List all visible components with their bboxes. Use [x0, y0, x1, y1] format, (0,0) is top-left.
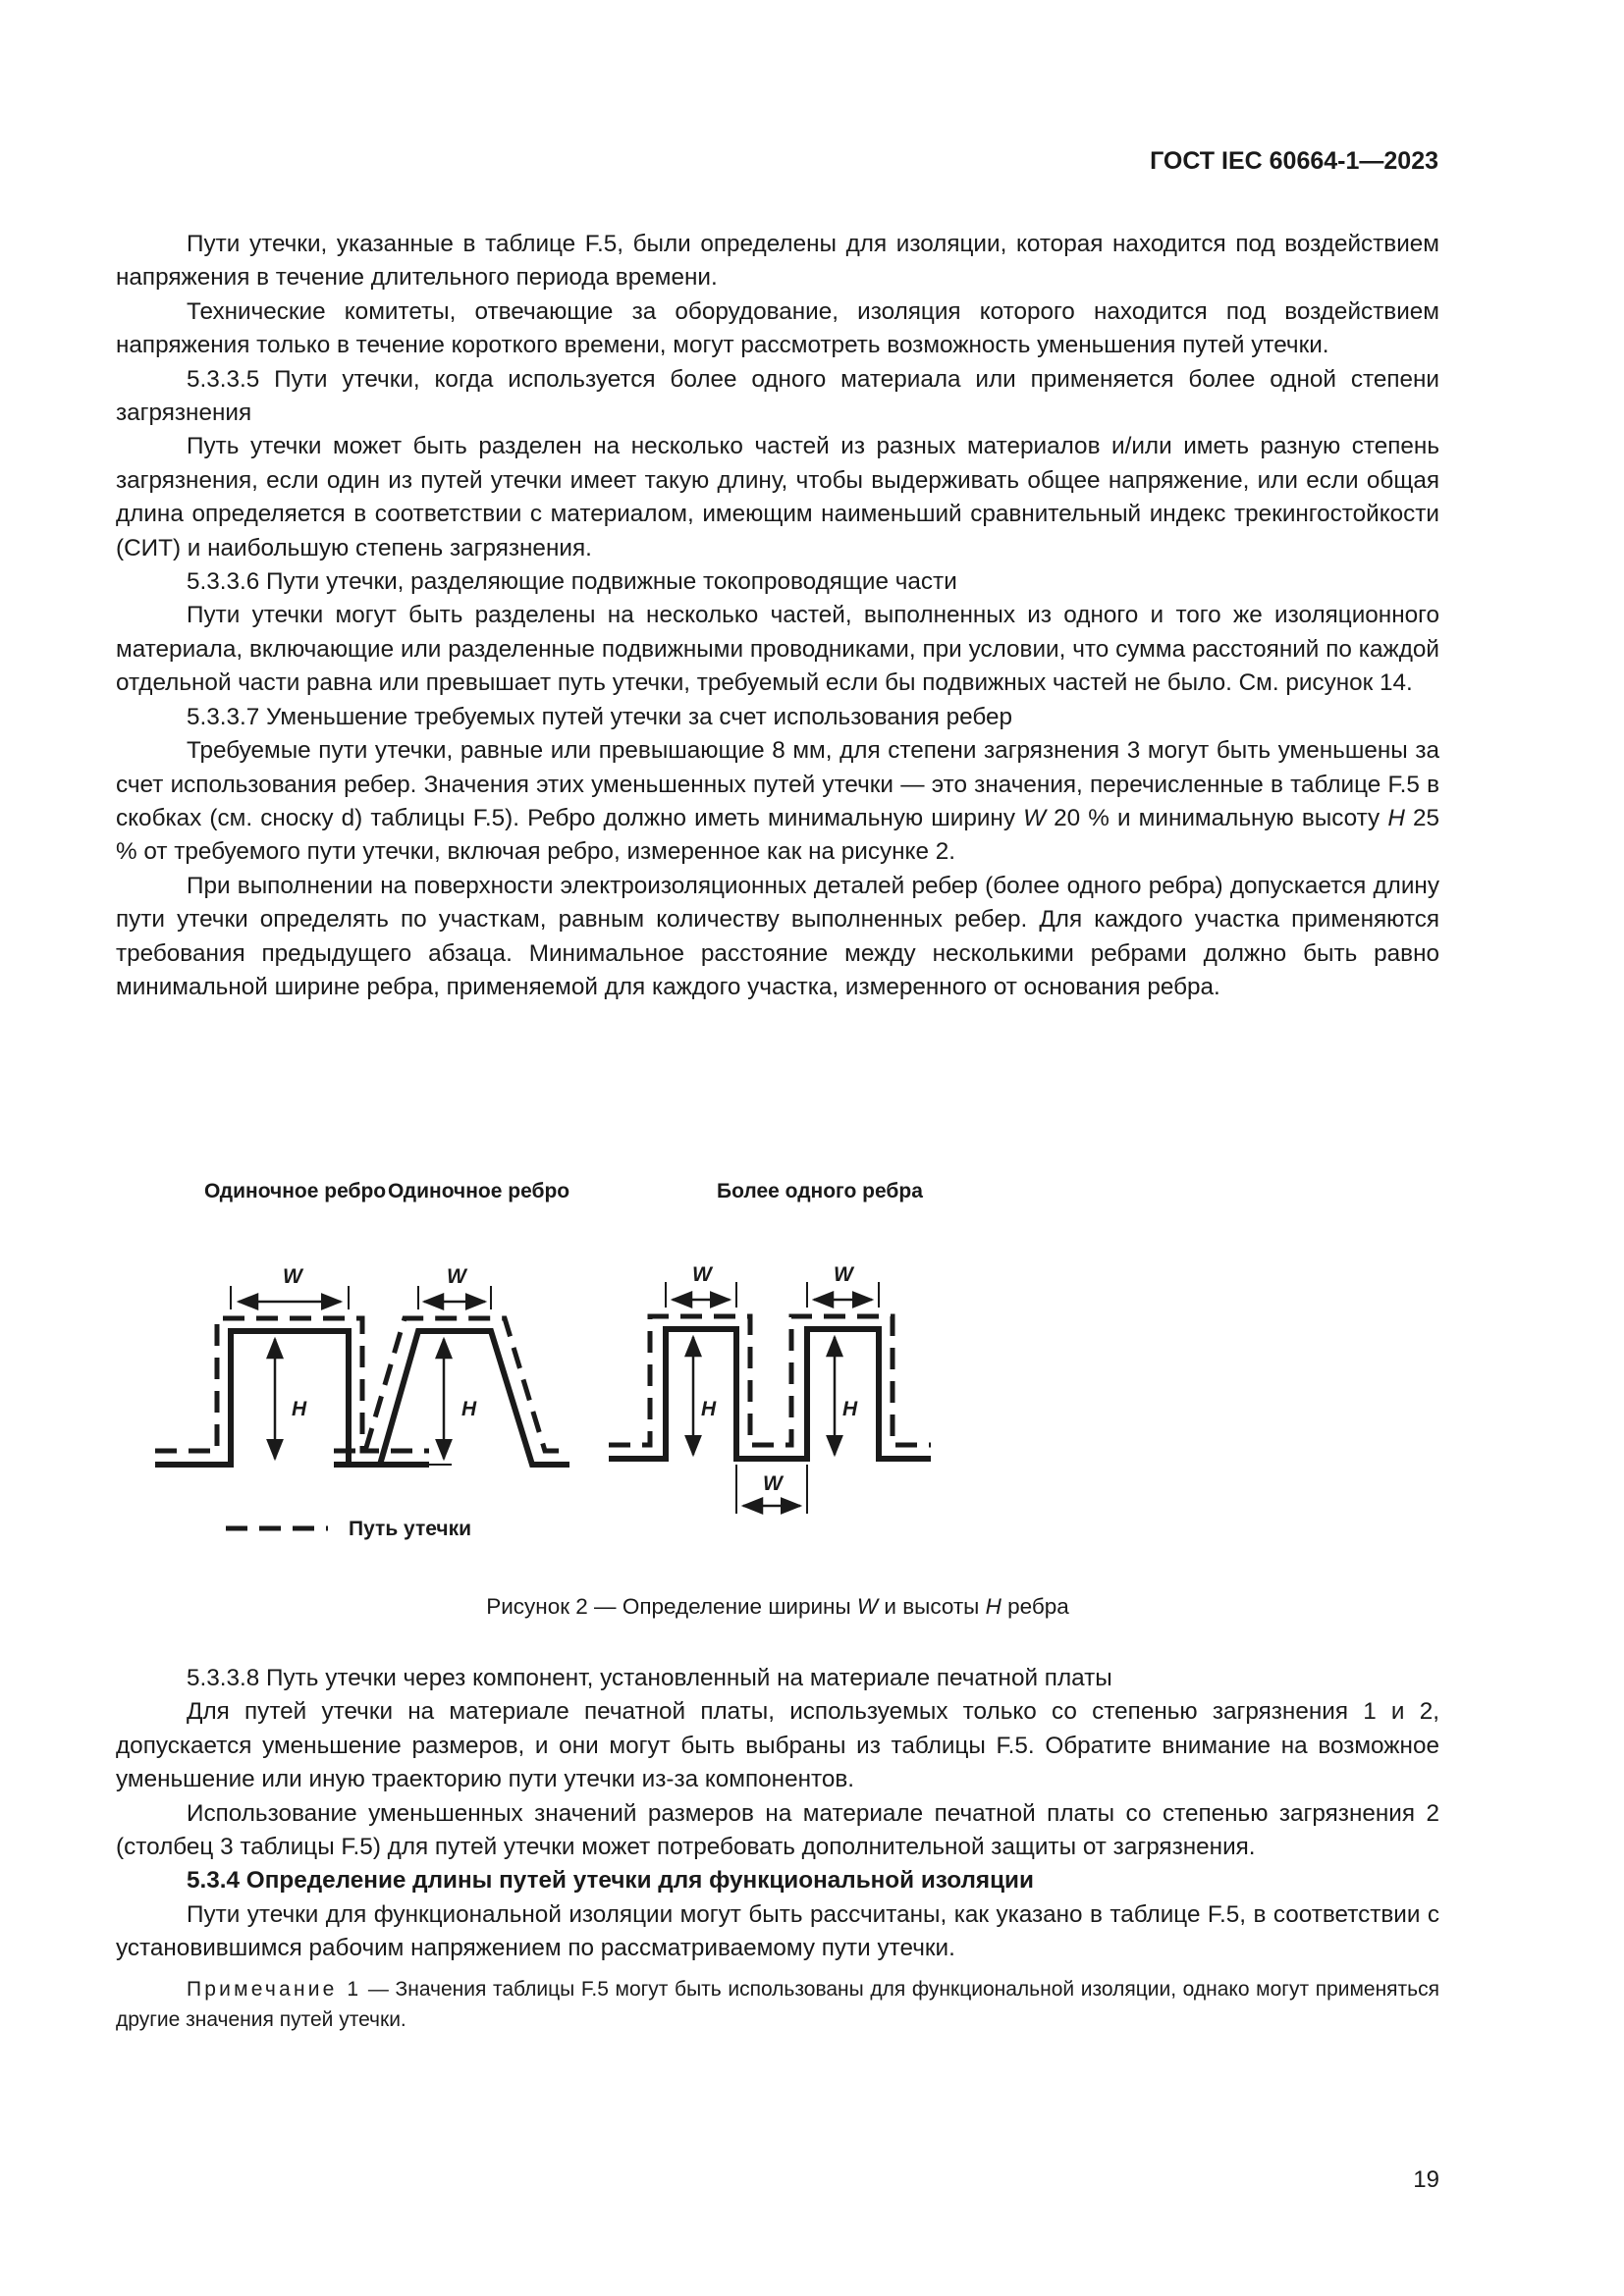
note-label: Примечание 1: [187, 1977, 362, 2001]
body-text-top: [116, 228, 1439, 1004]
paragraph: При выполнении на поверхности электроизоляционных деталей ребер (более одного ребра) допускается длину пути утечки определять по участкам, равным количеству выполненных ребер. Для каждого участка применяются требования предыдущего абзаца. Минимальное расстояние между несколькими ребрами должно быть равно минимальной ширине ребра, применяемой для каждого участка, измеренного от основания ребра.: [116, 872, 1439, 1000]
paragraph: Технические комитеты, отвечающие за оборудование, изоляция которого находится под воздействием напряжения только в течение короткого времени, могут рассмотреть возможность уменьшения путей утечки.: [116, 297, 1439, 359]
paragraph: Пути утечки могут быть разделены на несколько частей, выполненных из одного и того же изоляционного материала, включающие или разделенные подвижными проводниками, при условии, что сумма расстояний по каждой отдельной части равна или превышает путь утечки, требуемый если бы подвижных частей не было. См. рисунок 14.: [116, 602, 1439, 697]
legend: [226, 1518, 471, 1540]
note: [116, 1974, 1439, 2035]
section-heading: 5.3.3.7 Уменьшение требуемых путей утечки за счет использования ребер: [187, 703, 1013, 730]
paragraph: Использование уменьшенных значений размеров на материале печатной платы со степенью загрязнения 2 (столбец 3 таблицы F.5) для путей утечки может потребовать дополнительной защиты от загрязнения.: [116, 1799, 1439, 1861]
legend-label: Путь утечки: [349, 1518, 472, 1540]
body-text-bottom: [116, 1662, 1439, 2035]
height-label: H: [842, 1398, 858, 1420]
width-label: W: [834, 1263, 853, 1286]
panel-single-rib-trapezoid: [334, 1180, 569, 1465]
height-label: H: [292, 1398, 307, 1420]
section-heading: 5.3.3.6 Пути утечки, разделяющие подвижные токопроводящие части: [187, 568, 957, 596]
paragraph: Пути утечки, указанные в таблице F.5, были определены для изоляции, которая находится под воздействием напряжения в течение длительного периода времени.: [116, 231, 1439, 292]
panel-multiple-ribs: [609, 1180, 931, 1514]
width-label: W: [447, 1265, 466, 1288]
width-symbol: W: [1023, 804, 1047, 831]
panel-label: Одиночное ребро: [388, 1180, 570, 1202]
section-heading-bold: 5.3.4 Определение длины путей утечки для функциональной изоляции: [187, 1867, 1034, 1895]
height-label: H: [461, 1398, 477, 1420]
figure-caption: Рисунок 2 — Определение ширины W и высоты H ребра: [486, 1594, 1069, 1619]
height-symbol: H: [1387, 804, 1405, 831]
panel-label: Более одного ребра: [717, 1180, 923, 1202]
panel-label: Одиночное ребро: [204, 1180, 387, 1202]
width-label: W: [692, 1263, 712, 1286]
paragraph: Пути утечки для функциональной изоляции могут быть рассчитаны, как указано в таблице F.5, в соответствии с установившимся рабочим напряжением по рассматриваемому пути утечки.: [116, 1900, 1439, 1962]
section-heading: 5.3.3.5 Пути утечки, когда используется более одного материала или применяется более одной степени загрязнения: [116, 365, 1439, 427]
section-heading: 5.3.3.8 Путь утечки через компонент, установленный на материале печатной платы: [187, 1665, 1112, 1691]
note-text: — Значения таблицы F.5 могут быть использованы для функциональной изоляции, однако могут применяться другие значения путей утечки.: [116, 1977, 1439, 2031]
height-label: H: [701, 1398, 717, 1420]
document-header: ГОСТ IEC 60664-1—2023: [1150, 147, 1438, 175]
width-label: W: [283, 1265, 302, 1288]
page-number: 19: [1413, 2166, 1439, 2193]
paragraph: Для путей утечки на материале печатной платы, используемых только со степенью загрязнения 1 и 2, допускается уменьшение размеров, и они могут быть выбраны из таблицы F.5. Обратите внимание на возможное уменьшение или иную траекторию пути утечки из-за компонентов.: [116, 1698, 1439, 1793]
width-label: W: [763, 1472, 783, 1495]
figure-2-rib-diagram: [147, 1164, 1414, 1576]
panel-single-rib-rect: [155, 1180, 429, 1465]
paragraph: Путь утечки может быть разделен на несколько частей из разных материалов и/или иметь разную степень загрязнения, если один из путей утечки имеет такую длину, чтобы выдерживать общее напряжение, или если общая длина определяется в соответствии с материалом, имеющим наименьший сравнительный индекс трекингостойкости (СИТ) и наибольшую степень загрязнения.: [116, 433, 1439, 561]
paragraph-ribs: Требуемые пути утечки, равные или превышающие 8 мм, для степени загрязнения 3 могут быть уменьшены за счет использования ребер. Значения этих уменьшенных путей утечки — это значения, перечисленные в таблице F.5 в скобках (см. сноску d) таблицы F.5). Ребро должно иметь минимальную ширину W 20 % и минимальную высоту H 25 % от требуемого пути утечки, включая ребро, измеренное как на рисунке 2.: [116, 737, 1440, 866]
